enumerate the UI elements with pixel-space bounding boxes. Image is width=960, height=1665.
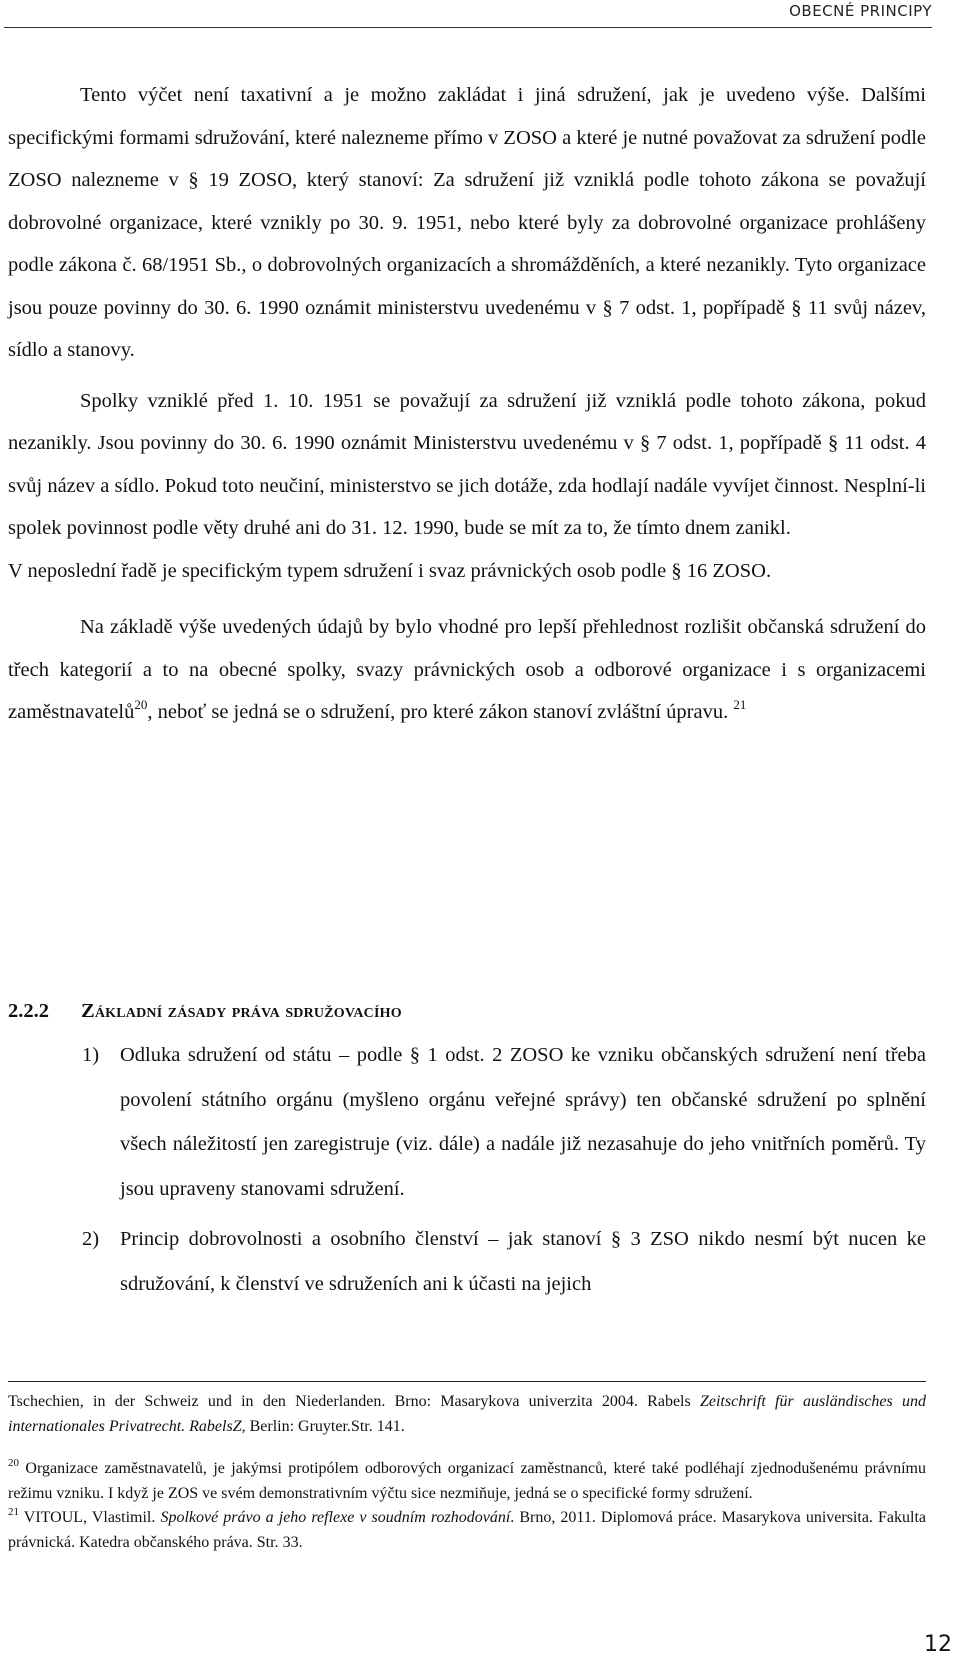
paragraph-1: Tento výčet není taxativní a je možno zakládat i jiná sdružení, jak je uvedeno výše. Dalšími specifickými formami sdružování, které nalezneme přímo v ZOSO a které je nutné považovat za sdružení podle ZOSO nalezneme v § 19 ZOSO, který stanoví: Za sdružení již vzniklá podle tohoto zákona se považují dobrovolné organizace, které vznikly po 30. 9. 1951, nebo které byly za dobrovolné organizace prohlášeny podle zákona č. 68/1951 Sb., o dobrovolných organizacích a shromážděních, a které nezanikly. Tyto organizace jsou pouze povinny do 30. 6. 1990 oznámit ministerstvu uvedenému v § 7 odst. 1, popřípadě § 11 svůj název, sídlo a stanovy. xyxy=(8,84,926,361)
list-marker: 1) xyxy=(82,1044,100,1066)
body-text xyxy=(8,74,926,734)
section-heading xyxy=(8,1000,402,1023)
list-marker: 2) xyxy=(82,1228,100,1250)
paragraph-4 xyxy=(8,606,926,734)
paragraph-2: Spolky vzniklé před 1. 10. 1951 se považují za sdružení již vzniklá podle tohoto zákona, pokud nezanikly. Jsou povinny do 30. 6. 1990 oznámit Ministerstvu uvedenému v § 7 odst. 1, popřípadě § 11 odst. 4 svůj název a sídlo. Pokud toto neučiní, ministerstvo se jich dotáže, zda hodlají nadále vyvíjet činnost. Nesplní-li spolek povinnost podle věty druhé ani do 31. 12. 1990, bude se mít za to, že tímto dnem zanikl. xyxy=(8,389,926,539)
footnote-21: $^{21}$ VITOUL, Vlastimil. Spolkové právo a jeho reflexe v soudním rozhodování. Brno, 2011. Diplomová práce. Masarykova universita. Fakulta právnická. Katedra občanského práva. Str. 33. xyxy=(8,1506,926,1551)
running-header-title: OBECNÉ PRINCIPY xyxy=(789,2,932,20)
footnote-ref-21[interactable]: 21 xyxy=(733,697,747,712)
list-item-text: Odluka sdružení od státu – podle § 1 odst. 2 ZOSO ke vzniku občanských sdružení není třeba povolení státního orgánu (myšleno orgánu veřejné správy) ten občanské sdružení po splnění všech náležitostí jen zaregistruje (viz. dále) a nadále již nezasahuje do jeho vnitřních poměrů. Ty jsou upraveny stanovami sdružení. xyxy=(120,1044,926,1200)
footnote-number: 21 xyxy=(8,1506,19,1518)
journal-title: Zeitschrift für ausländisches und internationales Privatrecht. RabelsZ xyxy=(8,1393,926,1435)
footnote-20: $^{20}$ Organizace zaměstnavatelů, je jakýmsi protipólem odborových organizací zaměstnanců, které také podléhají zjednodušenému právnímu režimu vzniku. I když je ZOS ve svém demonstrativním výčtu sice nezmiňuje, jedná se o specifické formy sdružení. xyxy=(8,1457,926,1502)
paragraph-4-text-a: Na základě výše uvedených údajů by bylo vhodné pro lepší přehlednost rozlišit občanská sdružení do třech kategorií a to na obecné spolky, svazy právnických osob a odborové organizace i s organizacemi zaměstnavatelů xyxy=(8,616,926,723)
section-number: 2.2.2 xyxy=(8,1000,49,1022)
footnote-separator xyxy=(8,1381,926,1382)
footnote-continued: Tschechien, in der Schweiz und in den Niederlanden. Brno: Masarykova univerzita 2004. Rabels Zeitschrift für ausländisches und internationales Privatrecht. RabelsZ, Berlin: Gruyter.Str. 141. xyxy=(8,1393,926,1435)
footnote-number: 20 xyxy=(8,1457,19,1469)
footnotes xyxy=(8,1390,926,1555)
section-title: Základní zásady práva sdružovacího xyxy=(81,1000,402,1022)
running-header xyxy=(0,0,932,30)
list-item xyxy=(82,1033,926,1211)
thesis-title: Spolkové právo a jeho reflexe v soudním rozhodování xyxy=(160,1509,511,1526)
principles-list xyxy=(82,1033,926,1306)
footnote-ref-20[interactable]: 20 xyxy=(134,697,148,712)
page-number: 12 xyxy=(924,1632,952,1657)
paragraph-4-text-b: , neboť se jedná se o sdružení, pro které zákon stanoví zvláštní úpravu. xyxy=(147,701,729,723)
list-item-text: Princip dobrovolnosti a osobního členství – jak stanoví § 3 ZSO nikdo nesmí být nucen ke sdružování, k členství ve sdruženích ani k účasti na jejich xyxy=(120,1228,926,1295)
paragraph-3: V neposlední řadě je specifickým typem sdružení i svaz právnických osob podle § 16 ZOSO. xyxy=(8,559,772,582)
header-rule xyxy=(4,27,932,28)
list-item xyxy=(82,1217,926,1306)
